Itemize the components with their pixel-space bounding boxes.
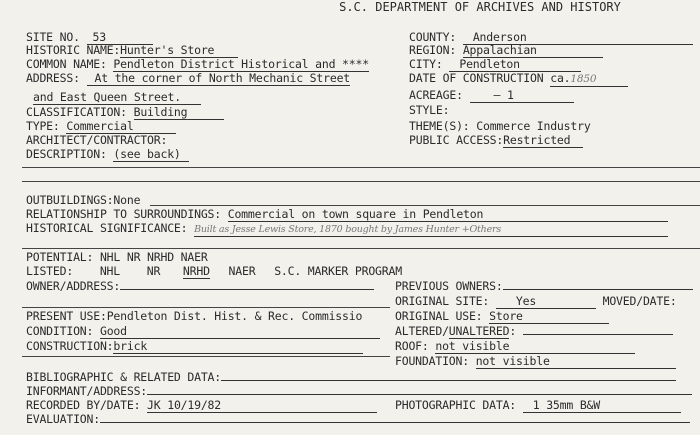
- access-field: [409, 134, 583, 148]
- previous-owners-label: PREVIOUS OWNERS:: [395, 279, 503, 293]
- condition-value: Good: [100, 325, 380, 339]
- altered-label-part: ALTERED/: [395, 324, 449, 338]
- outbuildings-value: None: [113, 193, 141, 207]
- type-label: TYPE:: [26, 119, 60, 133]
- listed-nhl: NHL: [99, 264, 120, 278]
- address-line-2: and East Queen Street.: [33, 91, 201, 105]
- construction-value: brick: [113, 340, 363, 354]
- date-label: DATE OF CONSTRUCTION: [409, 71, 544, 85]
- theme-value: Commerce Industry: [476, 119, 591, 133]
- construction-label: CONSTRUCTION:: [26, 339, 114, 353]
- classification-value: Building: [134, 106, 224, 120]
- original-site-label: ORIGINAL SITE:: [395, 294, 490, 308]
- construction-field: [26, 340, 363, 354]
- photographic-field: [395, 399, 681, 413]
- city-value: Pendleton: [449, 58, 581, 72]
- type-value: Commercial: [66, 120, 176, 134]
- underline: [150, 205, 700, 206]
- original-use-label: ORIGINAL USE:: [395, 309, 483, 323]
- classification-field: [26, 106, 224, 120]
- common-name-field: [26, 58, 369, 72]
- photo-label: PHOTOGRAPHIC DATA:: [395, 398, 517, 412]
- county-value: Anderson: [463, 31, 693, 45]
- access-label: PUBLIC ACCESS:: [409, 133, 504, 147]
- architect-field: [26, 134, 167, 147]
- description-field: [26, 148, 189, 162]
- marker-program: S.C. MARKER PROGRAM: [274, 264, 402, 278]
- listed-row: [26, 265, 402, 279]
- listed-naer: NAER: [228, 264, 256, 278]
- owner-field: [26, 280, 374, 293]
- access-value: Restricted: [503, 134, 583, 148]
- recorded-label: RECORDED BY/DATE:: [26, 398, 141, 412]
- description-value: (see back): [113, 148, 189, 162]
- potential-row: POTENTIAL: NHL NR NRHD NAER: [26, 250, 208, 264]
- recorded-field: [26, 399, 377, 413]
- evaluation-label: EVALUATION:: [26, 412, 100, 426]
- owner-label: OWNER/ADDRESS:: [26, 279, 121, 293]
- style-label: STYLE:: [409, 103, 450, 117]
- altered-label: [395, 324, 516, 338]
- address-label: ADDRESS:: [26, 71, 80, 85]
- bibliographic-label: BIBLIOGRAPHIC & RELATED DATA:: [26, 370, 221, 384]
- classification-label: CLASSIFICATION:: [26, 105, 127, 119]
- informant-field: [26, 385, 692, 398]
- listed-nr: NR: [146, 264, 161, 278]
- architect-label: ARCHITECT/CONTRACTOR:: [26, 133, 168, 147]
- original-use-field: [395, 310, 609, 324]
- present-use-value: Pendleton Dist. Hist. & Rec. Commissio: [106, 309, 363, 323]
- common-name-value: Pendleton District Historical and ****: [113, 57, 369, 71]
- historic-name-field: [26, 44, 238, 58]
- original-use-value: Store: [489, 310, 609, 324]
- underline: [22, 307, 390, 308]
- foundation-label: FOUNDATION:: [395, 354, 469, 368]
- common-name-label: COMMON NAME:: [26, 57, 107, 71]
- date-value: [550, 72, 628, 87]
- region-label: REGION:: [409, 43, 457, 57]
- underline: [22, 356, 390, 357]
- city-field: [409, 58, 581, 72]
- evaluation-field: [26, 413, 690, 426]
- acreage-value: — 1: [470, 89, 574, 103]
- date-handwritten: 1850: [570, 73, 597, 85]
- separator-line: [22, 167, 700, 168]
- outbuildings-field: [26, 194, 140, 207]
- type-field: [26, 120, 176, 134]
- region-field: [409, 44, 603, 58]
- date-of-construction-field: [409, 72, 628, 87]
- acreage-label: ACREAGE:: [409, 88, 463, 102]
- historic-name-label: HISTORIC NAME:: [26, 43, 121, 57]
- informant-label: INFORMANT/ADDRESS:: [26, 384, 148, 398]
- roof-value: not visible: [435, 340, 635, 354]
- present-use-label: PRESENT USE:: [26, 309, 107, 323]
- address-field: [26, 72, 350, 86]
- theme-label: THEME(S):: [409, 119, 470, 133]
- original-site-field: [395, 295, 677, 309]
- unaltered-label: UNALTERED: [448, 324, 510, 338]
- previous-owners-field: [395, 280, 693, 293]
- photo-value: 1 35mm B&W: [523, 399, 681, 413]
- separator-line: [22, 248, 700, 249]
- site-no-label: SITE NO.: [26, 30, 80, 44]
- condition-label: CONDITION:: [26, 324, 94, 338]
- roof-field: [395, 340, 635, 354]
- description-label: DESCRIPTION:: [26, 147, 107, 161]
- moved-label: MOVED/DATE:: [602, 294, 677, 308]
- listed-nrhd: NRHD: [182, 264, 210, 278]
- relationship-label: RELATIONSHIP TO SURROUNDINGS:: [26, 207, 221, 221]
- address-line-2-field: [33, 91, 201, 105]
- significance-field: [26, 222, 668, 237]
- listed-label: LISTED:: [26, 264, 74, 278]
- original-site-value: Yes: [496, 295, 596, 309]
- significance-label: HISTORICAL SIGNIFICANCE:: [26, 221, 188, 235]
- date-prefix: ca.: [550, 71, 571, 85]
- altered-field: [395, 325, 673, 339]
- outbuildings-label: OUTBUILDINGS:: [26, 193, 114, 207]
- form-title: S.C. DEPARTMENT OF ARCHIVES AND HISTORY: [339, 0, 621, 14]
- site-no-value: 53: [87, 31, 153, 45]
- separator-line: [22, 181, 700, 182]
- bibliographic-field: [26, 371, 676, 384]
- theme-field: [409, 120, 591, 133]
- region-value: Appalachian: [463, 44, 603, 58]
- foundation-value: not visible: [476, 355, 676, 369]
- historic-name-value: Hunter's Store: [120, 44, 238, 58]
- condition-field: [26, 325, 380, 339]
- relationship-field: [26, 208, 668, 222]
- acreage-field: [409, 89, 574, 103]
- present-use-field: [26, 310, 362, 323]
- style-field: [409, 104, 449, 117]
- altered-label-colon: :: [509, 324, 517, 338]
- county-label: COUNTY:: [409, 30, 457, 44]
- roof-label: ROOF:: [395, 339, 429, 353]
- recorded-value: JK 10/19/82: [147, 399, 377, 413]
- address-line-1: At the corner of North Mechanic Street: [87, 72, 351, 86]
- city-label: CITY:: [409, 57, 443, 71]
- relationship-value: Commercial on town square in Pendleton: [228, 208, 668, 222]
- significance-value: Built as Jesse Lewis Store, 1870 bought by James Hunter +Others: [194, 223, 668, 237]
- foundation-field: [395, 355, 676, 369]
